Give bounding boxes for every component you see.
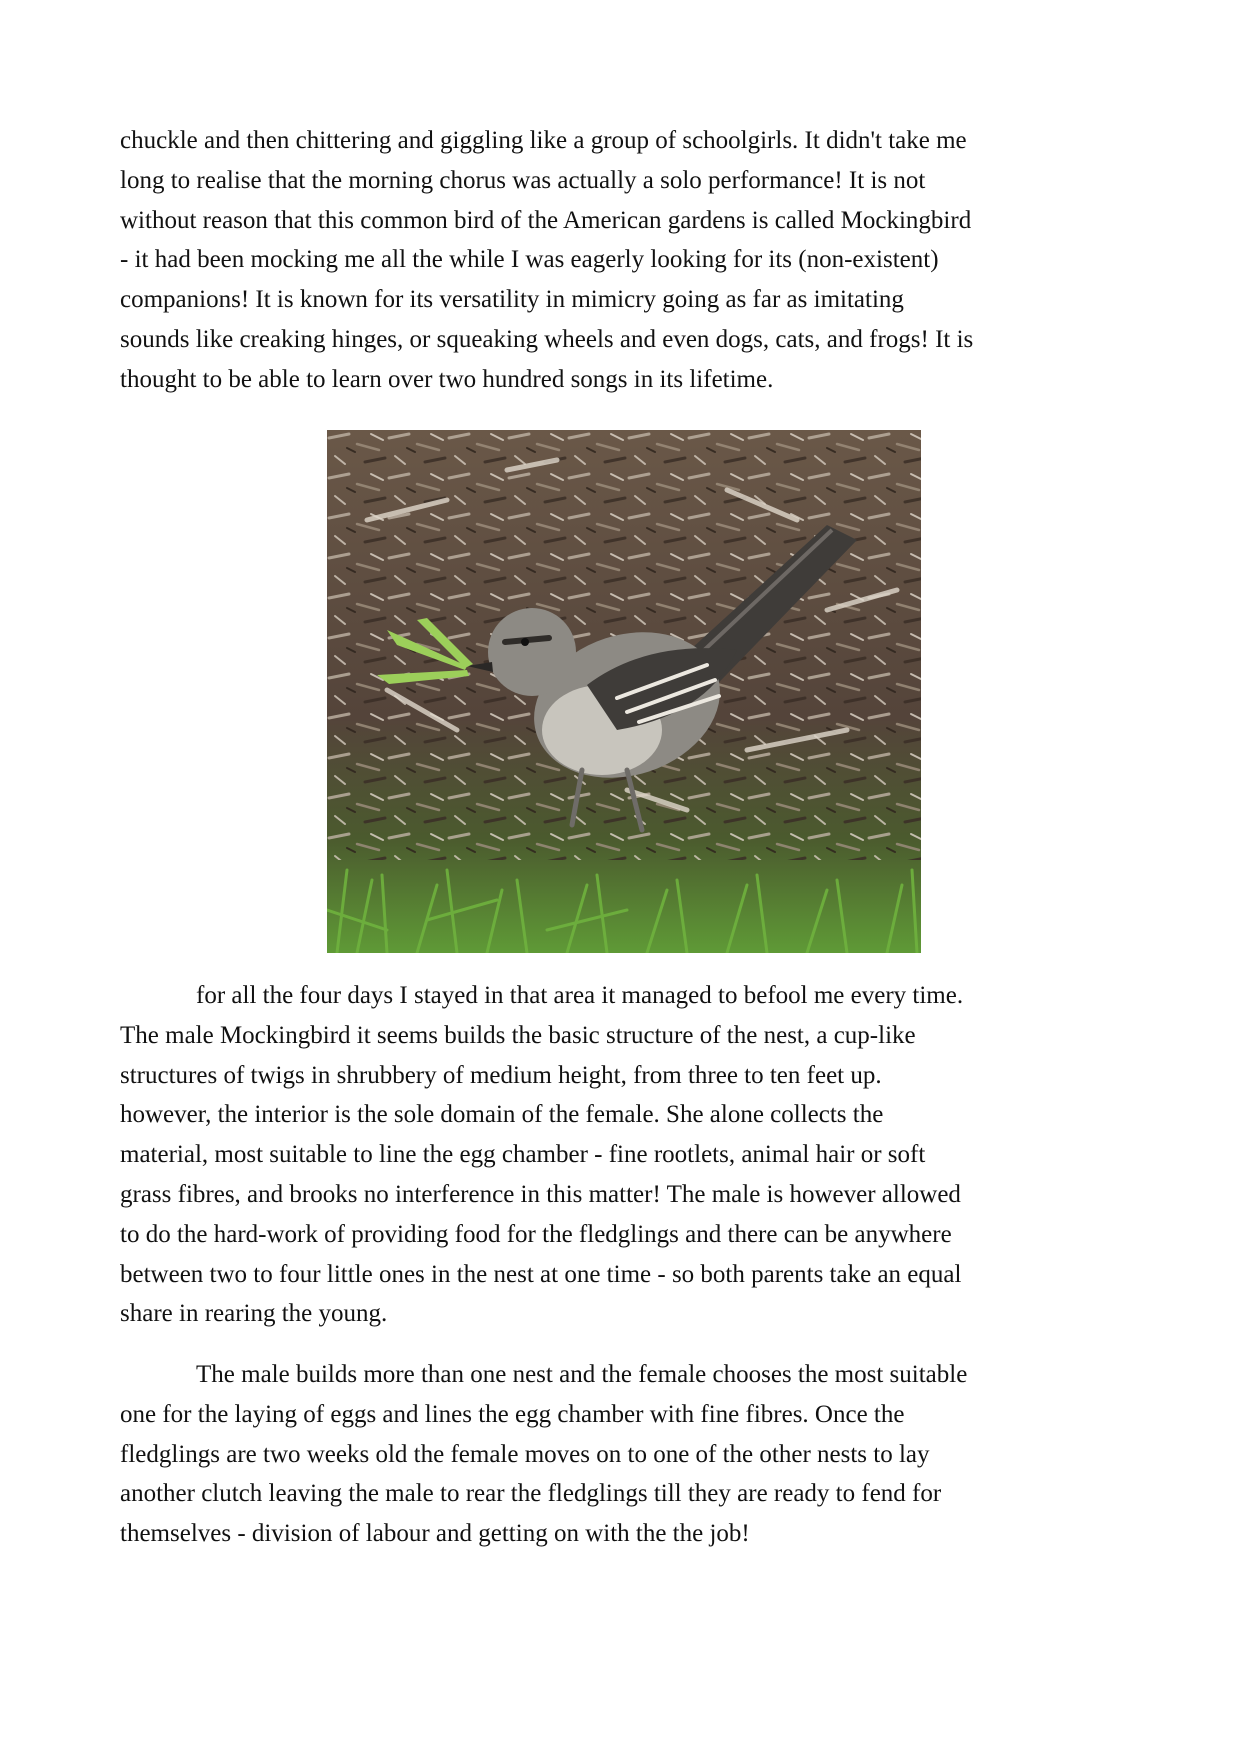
mockingbird-photo-icon — [327, 430, 921, 953]
text-line: - it had been mocking me all the while I was eagerly looking for its (non-existent) — [120, 246, 939, 274]
text-line: long to realise that the morning chorus was actually a solo performance! It is not — [120, 166, 926, 194]
mockingbird-photo — [327, 430, 921, 953]
text-line: without reason that this common bird of the American gardens is called Mockingbird — [120, 206, 972, 234]
text-line: another clutch leaving the male to rear the fledglings till they are ready to fend for — [120, 1480, 942, 1508]
text-line: share in rearing the young. — [120, 1300, 388, 1328]
text-line: however, the interior is the sole domain of the female. She alone collects the — [120, 1101, 884, 1129]
paragraph-mimicry — [120, 121, 1130, 400]
text-line: The male Mockingbird it seems builds the basic structure of the nest, a cup-like — [120, 1021, 916, 1049]
text-line: grass fibres, and brooks no interference in this matter! The male is however allowed — [120, 1180, 961, 1208]
text-line: thought to be able to learn over two hundred songs in its lifetime. — [120, 365, 774, 393]
paragraph-division-of-labour — [120, 1355, 1130, 1554]
text-line: sounds like creaking hinges, or squeaking wheels and even dogs, cats, and frogs! It is — [120, 325, 974, 353]
text-line: companions! It is known for its versatility in mimicry going as far as imitating — [120, 286, 904, 314]
text-line: for all the four days I stayed in that area it managed to befool me every time. — [196, 982, 964, 1009]
text-line: fledglings are two weeks old the female moves on to one of the other nests to lay — [120, 1440, 930, 1468]
text-line: chuckle and then chittering and giggling like a group of schoolgirls. It didn't take me — [120, 127, 967, 154]
paragraph-nest-building — [120, 976, 1130, 1334]
text-line: The male builds more than one nest and the female chooses the most suitable — [196, 1361, 968, 1388]
text-line: between two to four little ones in the nest at one time - so both parents take an equal — [120, 1260, 962, 1288]
text-line: structures of twigs in shrubbery of medium height, from three to ten feet up. — [120, 1061, 882, 1089]
text-line: material, most suitable to line the egg chamber - fine rootlets, animal hair or soft — [120, 1141, 926, 1169]
text-line: one for the laying of eggs and lines the egg chamber with fine fibres. Once the — [120, 1400, 905, 1428]
text-line: themselves - division of labour and getting on with the the job! — [120, 1520, 750, 1548]
text-line: to do the hard-work of providing food for the fledglings and there can be anywhere — [120, 1220, 952, 1248]
